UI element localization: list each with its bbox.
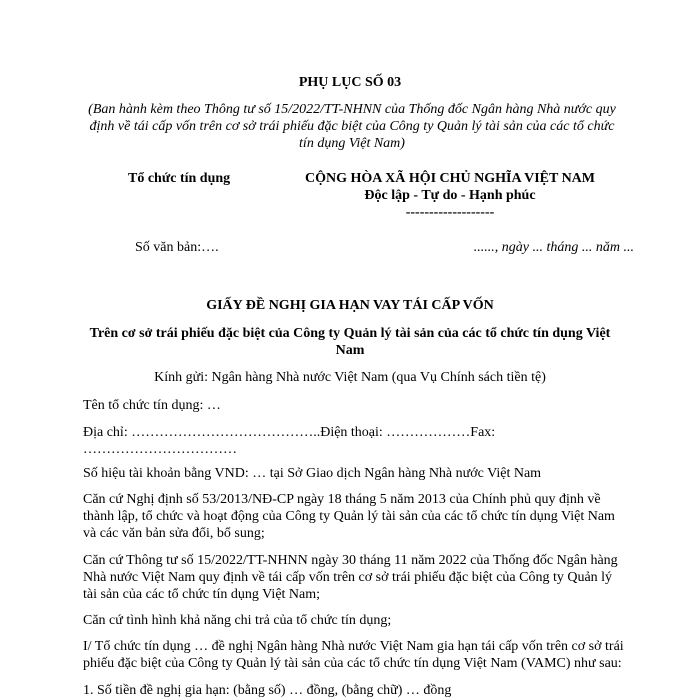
appendix-note: (Ban hành kèm theo Thông tư số 15/2022/TT-NHNN của Thống đốc Ngân hàng Nhà nước quy định về tái cấp vốn trên cơ sở trái phiếu đặc biệt của Công ty Quản lý tài sản của các tổ chức tín dụng Việt Nam) bbox=[88, 102, 616, 151]
document-title: GIẤY ĐỀ NGHỊ GIA HẠN VAY TÁI CẤP VỐN bbox=[206, 298, 494, 313]
request-paragraph: I/ Tổ chức tín dụng … đề nghị Ngân hàng Nhà nước Việt Nam gia hạn tái cấp vốn trên cơ sở trái phiếu đặc biệt của Công ty Quản lý tài sản của các tổ chức tín dụng Việt Nam (VAMC) như sau: bbox=[83, 639, 624, 671]
document-subtitle: Trên cơ sở trái phiếu đặc biệt của Công ty Quản lý tài sản của các tổ chức tín dụng Việt Nam bbox=[89, 326, 611, 358]
document-number: Số văn bản:…. bbox=[135, 240, 219, 255]
legal-basis-solvency: Căn cứ tình hình khả năng chi trả của tổ chức tín dụng; bbox=[83, 613, 392, 628]
request-item-amount: 1. Số tiền đề nghị gia hạn: (bằng số) … đồng, (bằng chữ) … đồng bbox=[83, 683, 452, 698]
address-line-continuation: …………………………… bbox=[83, 442, 237, 457]
country-name: CỘNG HÒA XÃ HỘI CHỦ NGHĨA VIỆT NAM bbox=[304, 171, 595, 186]
recipient-line: Kính gửi: Ngân hàng Nhà nước Việt Nam (qua Vụ Chính sách tiền tệ) bbox=[154, 370, 546, 385]
org-label: Tổ chức tín dụng bbox=[128, 171, 231, 186]
date-line: ......, ngày ... tháng ... năm ... bbox=[473, 240, 634, 255]
appendix-title: PHỤ LỤC SỐ 03 bbox=[298, 75, 402, 90]
legal-basis-circular: Căn cứ Thông tư số 15/2022/TT-NHNN ngày 30 tháng 11 năm 2022 của Thống đốc Ngân hàng Nhà nước Việt Nam quy định về tái cấp vốn trên cơ sở trái phiếu đặc biệt của Công ty Quản lý tài sản của các tổ chức tín dụng Việt Nam; bbox=[83, 553, 618, 602]
account-line: Số hiệu tài khoản bằng VND: … tại Sở Giao dịch Ngân hàng Nhà nước Việt Nam bbox=[83, 466, 542, 481]
org-name-line: Tên tổ chức tín dụng: … bbox=[83, 398, 221, 413]
motto-separator: ------------------- bbox=[405, 205, 495, 220]
national-motto: Độc lập - Tự do - Hạnh phúc bbox=[364, 188, 536, 203]
legal-basis-decree: Căn cứ Nghị định số 53/2013/NĐ-CP ngày 18 tháng 5 năm 2013 của Chính phủ quy định về thành lập, tổ chức và hoạt động của Công ty Quản lý tài sản của các tổ chức tín dụng Việt Nam và các văn bản sửa đổi, bổ sung; bbox=[83, 492, 615, 541]
address-line: Địa chỉ: …………………………………..Điện thoại: ………………Fax: bbox=[83, 425, 496, 440]
